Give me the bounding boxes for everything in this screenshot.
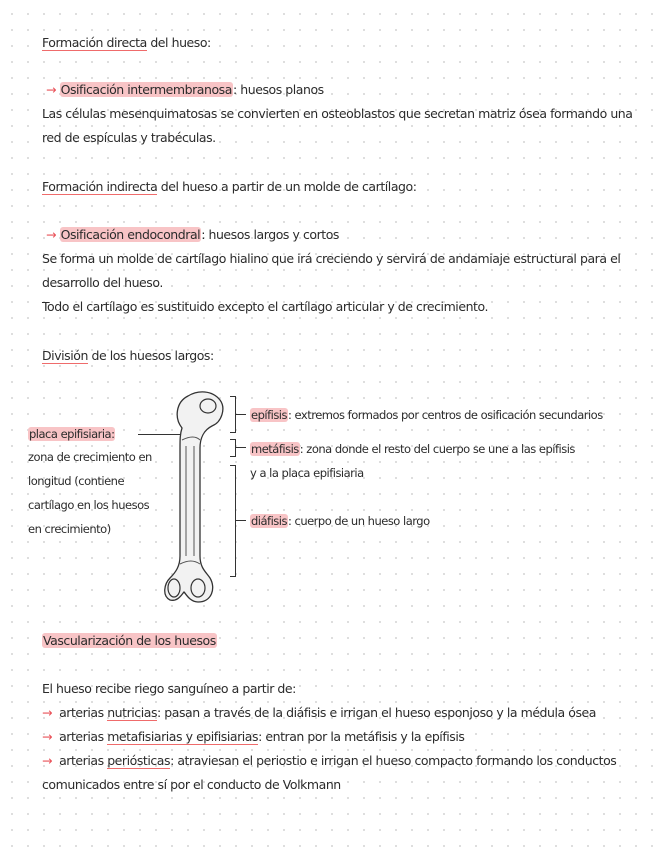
item-desc: : pasan a través de la diáfisis e irrigan el hueso esponjoso y la médula ósea [157, 705, 596, 720]
directa-line-2: red de espículas y trabéculas. [42, 130, 216, 145]
metafisis-label [250, 441, 575, 457]
item-desc: : atraviesan el periostio e irrigan el hueso compacto formando los conductos [170, 753, 617, 768]
epifisis-label [250, 407, 603, 423]
arrow-icon: → [42, 705, 53, 720]
heading-formacion-directa [42, 35, 211, 51]
epifisis-tick [236, 414, 246, 415]
vascularizacion-heading-text: Vascularización de los huesos [43, 633, 216, 648]
osificacion-intermembranosa-line [46, 82, 324, 98]
heading-vascularizacion [42, 633, 217, 649]
arrow-icon: → [42, 729, 53, 744]
item-pre: arterias [59, 753, 108, 768]
term-desc: : huesos largos y cortos [201, 227, 339, 242]
heading-underlined: División [42, 348, 88, 363]
vascular-last-line: comunicados entre sí por el conducto de Volkmann [42, 777, 341, 792]
osificacion-endocondral-line [46, 227, 339, 243]
heading-formacion-indirecta [42, 179, 416, 195]
indirecta-line-3: Todo el cartílago es sustituido excepto el cartílago articular y de crecimiento. [42, 299, 488, 314]
placa-line-4: en crecimiento) [28, 522, 111, 536]
item-term: periósticas [107, 753, 171, 768]
item-term: metafisiarias y epifisiarias [107, 729, 259, 744]
diafisis-term: diáfisis [251, 514, 287, 528]
directa-line-1: Las células mesenquimatosas se convierten en osteoblastos que secretan matriz ósea formando una [42, 106, 633, 121]
metafisis-tick [236, 447, 246, 448]
placa-line-2: longitud (contiene [28, 474, 125, 488]
indirecta-line-1: Se forma un molde de cartílago hialino que irá creciendo y servirá de andamiaje estructural para el [42, 251, 621, 266]
vascular-item-periosticas [42, 753, 616, 769]
indirecta-line-2: desarrollo del hueso. [42, 275, 163, 290]
epifisis-desc: : extremos formados por centros de osificación secundarios [288, 408, 603, 422]
epifisis-term: epífisis [251, 408, 287, 422]
arrow-icon: → [46, 227, 57, 242]
heading-rest: de los huesos largos: [87, 348, 214, 363]
term-desc: : huesos planos [232, 82, 324, 97]
item-term: nutricias [107, 705, 158, 720]
item-pre: arterias [59, 729, 108, 744]
heading-division [42, 348, 214, 364]
metafisis-label-2: y a la placa epifisiaria [250, 466, 364, 480]
diafisis-label [250, 513, 430, 529]
placa-epifisiaria-term [28, 426, 115, 442]
diafisis-desc: : cuerpo de un hueso largo [287, 514, 430, 528]
metafisis-term: metáfisis [251, 442, 299, 456]
femur-illustration [160, 388, 236, 608]
diafisis-tick [236, 520, 246, 521]
heading-underlined: Formación indirecta [42, 179, 158, 194]
metafisis-desc: : zona donde el resto del cuerpo se une a las epífisis [299, 442, 575, 456]
term-intermembranosa: Osificación intermembranosa [60, 82, 232, 97]
arrow-icon: → [42, 753, 53, 768]
heading-underlined: Formación directa [42, 35, 147, 50]
vascular-item-nutricias [42, 705, 596, 721]
vascular-item-metafisiarias [42, 729, 464, 745]
item-pre: arterias [59, 705, 108, 720]
arrow-icon: → [46, 82, 57, 97]
vascularizacion-intro: El hueso recibe riego sanguíneo a partir de: [42, 681, 296, 696]
heading-rest: del hueso a partir de un molde de cartílago: [157, 179, 417, 194]
placa-line-1: zona de crecimiento en [28, 450, 152, 464]
term-endocondral: Osificación endocondral [60, 227, 201, 242]
item-desc: : entran por la metáfisis y la epífisis [258, 729, 465, 744]
placa-line-3: cartílago en los huesos [28, 498, 150, 512]
placa-term-text: placa epifisiaria: [29, 427, 115, 441]
heading-rest: del hueso: [146, 35, 211, 50]
